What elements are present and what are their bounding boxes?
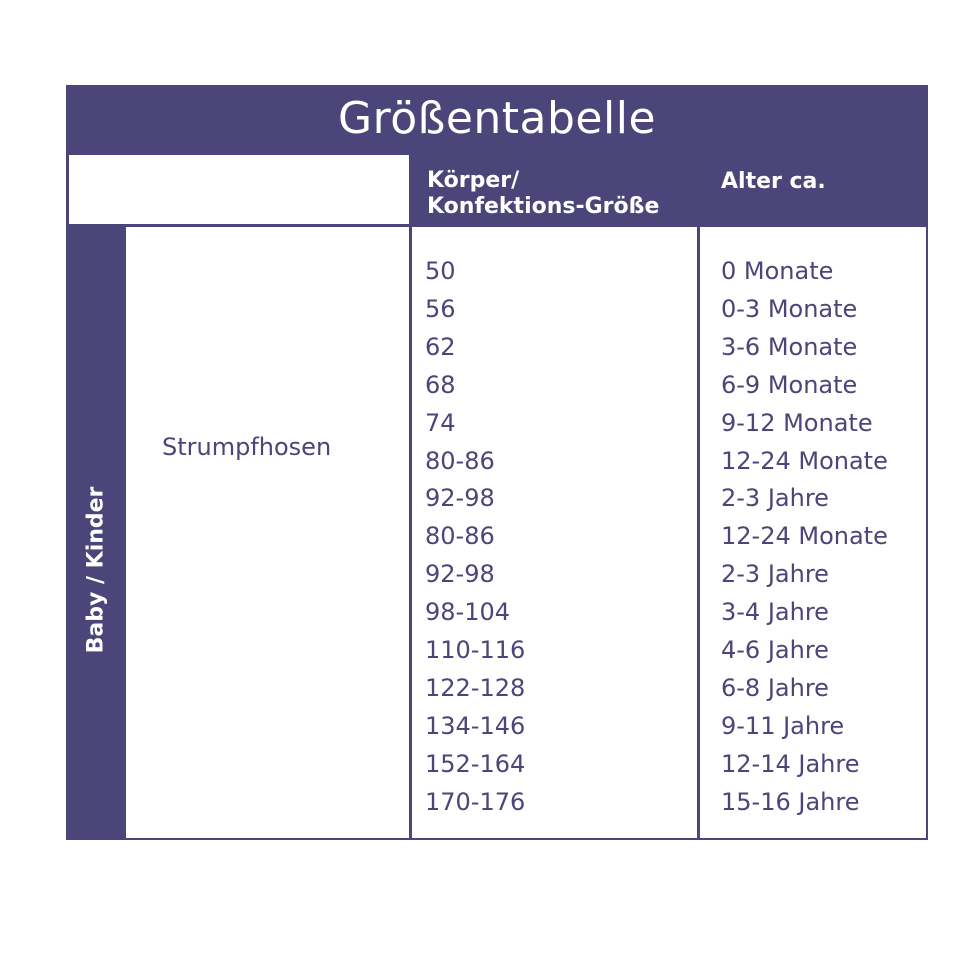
age-list <box>721 253 888 822</box>
size-list <box>425 253 525 822</box>
group-label-cell <box>66 225 126 840</box>
size-value: 80-86 <box>425 522 495 551</box>
size-table <box>66 85 928 840</box>
size-value: 50 <box>425 257 456 285</box>
size-value: 80-86 <box>425 446 495 475</box>
size-column-header <box>427 168 659 220</box>
age-value: 2-3 Jahre <box>721 560 829 589</box>
size-value: 134-146 <box>425 711 526 740</box>
header-empty-cell <box>69 155 409 224</box>
size-header-line1: Körper/ <box>427 168 520 193</box>
age-value: 3-6 Monate <box>721 332 858 361</box>
age-value: 12-24 Monate <box>721 446 888 475</box>
age-value: 9-12 Monate <box>721 408 873 437</box>
age-column-header: Alter ca. <box>721 169 826 194</box>
size-value: 92-98 <box>425 484 495 513</box>
size-value: 98-104 <box>425 598 511 627</box>
size-value: 68 <box>425 370 456 399</box>
size-value: 56 <box>425 294 456 323</box>
size-header-line2: Konfektions-Größe <box>427 194 660 219</box>
size-value: 122-128 <box>425 673 526 702</box>
age-value: 0-3 Monate <box>721 294 858 323</box>
age-value: 2-3 Jahre <box>721 484 829 513</box>
table-title: Größentabelle <box>337 93 657 144</box>
age-value: 9-11 Jahre <box>721 711 845 740</box>
age-value: 0 Monate <box>721 257 834 285</box>
age-value: 12-24 Monate <box>721 522 888 551</box>
size-value: 62 <box>425 332 456 361</box>
group-label: Baby / Kinder <box>83 486 109 654</box>
age-value: 6-8 Jahre <box>721 673 829 702</box>
age-value: 4-6 Jahre <box>721 636 829 665</box>
age-value: 6-9 Monate <box>721 370 858 399</box>
size-value: 74 <box>425 408 456 437</box>
size-value: 110-116 <box>425 636 526 665</box>
size-value: 170-176 <box>425 787 526 816</box>
product-name: Strumpfhosen <box>162 433 332 461</box>
size-value: 152-164 <box>425 749 526 778</box>
age-value: 3-4 Jahre <box>721 598 829 627</box>
age-value: 12-14 Jahre <box>721 749 860 778</box>
product-cell <box>126 227 409 838</box>
size-value: 92-98 <box>425 560 495 589</box>
age-value: 15-16 Jahre <box>721 787 860 816</box>
